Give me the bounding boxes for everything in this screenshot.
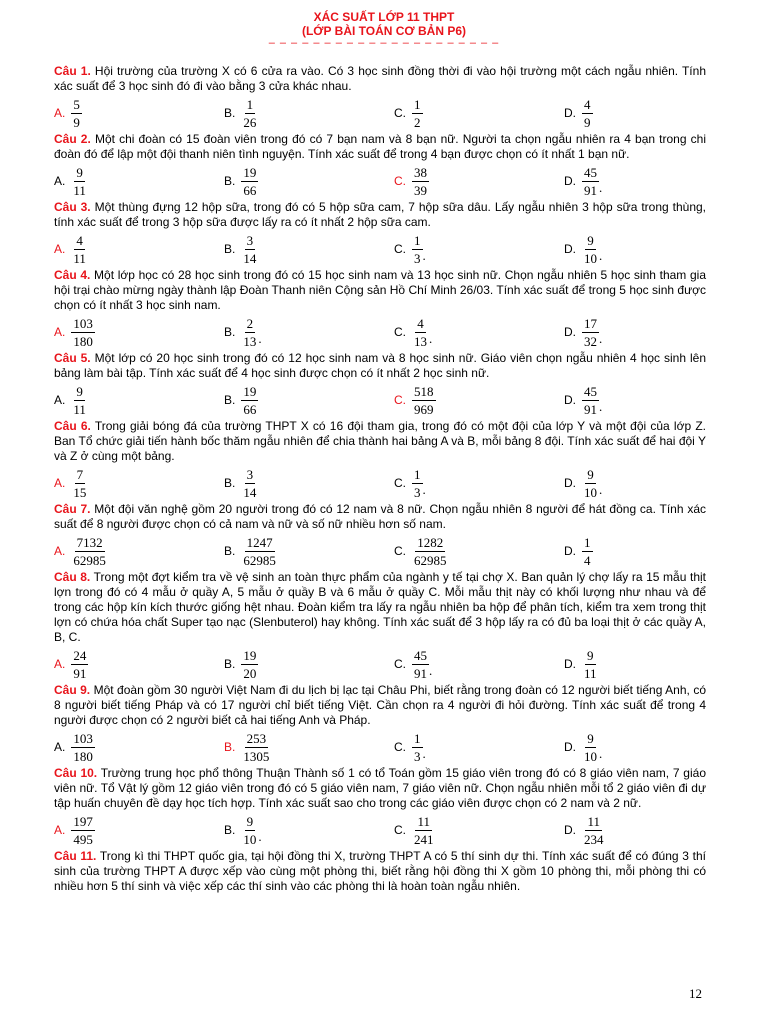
question-11 xyxy=(54,849,706,894)
option-label: D. xyxy=(564,544,576,558)
option-label: C. xyxy=(394,174,406,188)
document-title: XÁC SUẤT LỚP 11 THPT xyxy=(313,10,455,24)
fraction xyxy=(71,165,88,198)
fraction-numerator: 4 xyxy=(417,315,424,331)
answer-option xyxy=(394,162,429,200)
fraction-numerator: 9 xyxy=(76,164,83,180)
question-text: Một lớp có 20 học sinh trong đó có 12 học sinh nam và 8 học sinh nữ. Giáo viên chọn ngẫu nhiên 4 học sinh lên bảng làm bài tập. Tính xác suất để 4 học sinh được chọn có ít nhất 2 học sinh nữ. xyxy=(54,351,707,380)
answer-option xyxy=(54,811,95,849)
question-2 xyxy=(54,132,706,162)
answer-option xyxy=(564,313,602,351)
fraction-denominator: 13 xyxy=(414,333,427,349)
answer-option xyxy=(224,728,271,766)
option-label: C. xyxy=(394,476,406,490)
fraction-denominator: 62985 xyxy=(414,552,447,568)
fraction-numerator: 19 xyxy=(243,647,257,663)
fraction-denominator: 4 xyxy=(584,552,591,568)
fraction xyxy=(71,731,95,764)
option-label: A. xyxy=(54,393,66,407)
answer-option xyxy=(224,94,258,132)
option-label: A. xyxy=(54,174,66,188)
answer-option xyxy=(54,381,88,419)
option-label: C. xyxy=(394,242,406,256)
fraction-denominator: 2 xyxy=(414,114,421,130)
question-7 xyxy=(54,502,706,532)
answer-option xyxy=(564,464,602,502)
fraction-numerator: 1282 xyxy=(417,534,444,550)
fraction-denominator: 3 xyxy=(414,748,421,764)
question-text: Một thùng đựng 12 hộp sữa, trong đó có 5 hộp sữa cam, 7 hộp sữa dâu. Lấy ngẫu nhiên 3 hộp sữa trong thùng, tính xác suất để trong 3 hộp sữa được lấy ra có ít nhất 2 hộp sữa cam. xyxy=(54,200,707,229)
question-6 xyxy=(54,419,706,464)
fraction xyxy=(412,814,436,847)
fraction xyxy=(582,731,599,764)
fraction xyxy=(241,648,258,681)
fraction-numerator: 19 xyxy=(243,164,257,180)
question-10 xyxy=(54,766,706,811)
fraction-denominator: 180 xyxy=(73,333,93,349)
fraction xyxy=(241,731,271,764)
fraction-numerator: 38 xyxy=(414,164,427,180)
option-label: D. xyxy=(564,325,576,339)
option-trailing-period: . xyxy=(599,248,603,263)
option-label: B. xyxy=(224,106,236,120)
option-trailing-period: . xyxy=(422,482,426,497)
question-number: Câu 10. xyxy=(54,766,98,780)
question-text: Một chi đoàn có 15 đoàn viên trong đó có 7 bạn nam và 8 bạn nữ. Người ta chọn ngẫu nhiên ra 4 bạn trong chi đoàn đó để lập một đội thanh niên tình nguyện. Tính xác suất để trong 4 bạn được chọn có ít nhất 1 bạn nữ. xyxy=(54,132,706,161)
fraction-numerator: 7132 xyxy=(76,534,103,550)
fraction-numerator: 3 xyxy=(246,466,254,482)
answer-option xyxy=(394,645,432,683)
fraction xyxy=(71,535,108,568)
answer-option xyxy=(564,162,602,200)
answer-option xyxy=(54,230,88,268)
option-label: D. xyxy=(564,174,576,188)
question-number: Câu 9. xyxy=(54,683,91,697)
fraction-numerator: 518 xyxy=(414,383,434,399)
fraction xyxy=(582,384,599,417)
option-label: B. xyxy=(224,476,236,490)
fraction-denominator: 14 xyxy=(243,484,257,500)
fraction xyxy=(582,648,599,681)
option-trailing-period: . xyxy=(258,331,262,346)
fraction-numerator: 7 xyxy=(76,466,84,482)
answer-option xyxy=(224,381,258,419)
page-header xyxy=(0,10,768,48)
option-label: B. xyxy=(224,393,236,407)
question-text: Trong giải bóng đá của trường THPT X có 16 đội tham gia, trong đó có một đội của lớp Y và một đội của lớp Z. Ban Tổ chức giải tiến hành bốc thăm ngẫu nhiên để chia thành hai bảng A và B, mỗi bảng 8 đội. Tính xác suất để hai đội Y và Z ở cùng một bảng. xyxy=(54,419,707,463)
question-number: Câu 1. xyxy=(54,64,91,78)
fraction xyxy=(582,814,606,847)
fraction-denominator: 39 xyxy=(414,182,427,198)
answer-option xyxy=(394,381,436,419)
question-4 xyxy=(54,268,706,313)
fraction-numerator: 4 xyxy=(584,96,591,112)
option-label: B. xyxy=(224,174,236,188)
fraction-denominator: 91 xyxy=(584,401,597,417)
fraction-denominator: 11 xyxy=(584,665,597,681)
fraction-numerator: 45 xyxy=(584,164,597,180)
fraction-denominator: 1305 xyxy=(243,748,270,764)
fraction xyxy=(241,535,278,568)
option-label: A. xyxy=(54,544,66,558)
fraction xyxy=(241,384,258,417)
option-label: D. xyxy=(564,106,576,120)
answer-option xyxy=(224,532,278,570)
answer-option xyxy=(224,313,262,351)
fraction-numerator: 11 xyxy=(417,813,431,829)
fraction xyxy=(71,384,88,417)
fraction-numerator: 9 xyxy=(76,383,83,399)
answer-option xyxy=(54,464,88,502)
fraction-denominator: 9 xyxy=(73,114,80,130)
fraction xyxy=(241,97,258,130)
option-label: B. xyxy=(224,657,236,671)
option-label: B. xyxy=(224,544,236,558)
answer-option xyxy=(394,728,426,766)
question-number: Câu 8. xyxy=(54,570,91,584)
question-text: Hội trường của trường X có 6 cửa ra vào. Có 3 học sinh đồng thời đi vào hội trường một cách ngẫu nhiên. Tính xác suất để 3 học sinh đó đi vào bằng 3 cửa khác nhau. xyxy=(54,64,706,93)
answer-option xyxy=(224,464,258,502)
fraction-numerator: 9 xyxy=(587,466,594,482)
fraction-numerator: 45 xyxy=(414,647,427,663)
question-text: Trường trung học phổ thông Thuận Thành số 1 có tổ Toán gồm 15 giáo viên trong đó có 8 giáo viên nam, 7 giáo viên nữ. Tổ Vật lý gồm 12 giáo viên trong đó có 5 giáo viên nam, 7 giáo viên nữ. Chọn ngẫu nhiên mỗi tổ 2 giáo viên đi dự tập huấn chuyên đề dạy học tích hợp. Tính xác suất sao cho trong các giáo viên được chọn có 2 nam và 2 nữ. xyxy=(54,766,706,810)
fraction-denominator: 241 xyxy=(414,831,434,847)
question-number: Câu 3. xyxy=(54,200,91,214)
answer-options xyxy=(54,94,706,132)
answer-option xyxy=(564,645,599,683)
option-trailing-period: . xyxy=(422,248,426,263)
option-label: A. xyxy=(54,740,66,754)
fraction-denominator: 11 xyxy=(73,250,86,266)
fraction xyxy=(241,165,258,198)
fraction-numerator: 1 xyxy=(246,96,254,112)
fraction xyxy=(71,467,88,500)
answer-option xyxy=(394,532,449,570)
fraction xyxy=(241,233,258,266)
fraction-denominator: 13 xyxy=(243,333,257,349)
fraction-denominator: 14 xyxy=(243,250,257,266)
fraction-numerator: 103 xyxy=(73,730,93,746)
fraction xyxy=(582,165,599,198)
option-label: D. xyxy=(564,823,576,837)
answer-option xyxy=(394,94,423,132)
fraction-numerator: 4 xyxy=(76,232,83,248)
fraction-numerator: 19 xyxy=(243,383,257,399)
question-number: Câu 4. xyxy=(54,268,91,282)
answer-option xyxy=(54,94,82,132)
fraction-numerator: 197 xyxy=(73,813,93,829)
document-subtitle: (LỚP BÀI TOÁN CƠ BẢN P6) xyxy=(301,24,467,38)
option-label: D. xyxy=(564,242,576,256)
option-trailing-period: . xyxy=(599,180,603,195)
question-8 xyxy=(54,570,706,645)
answer-option xyxy=(564,532,593,570)
fraction-denominator: 91 xyxy=(584,182,597,198)
fraction-denominator: 180 xyxy=(73,748,93,764)
answer-option xyxy=(564,728,602,766)
option-label: B. xyxy=(224,823,236,837)
fraction-denominator: 9 xyxy=(584,114,591,130)
fraction-denominator: 62985 xyxy=(243,552,276,568)
option-label: C. xyxy=(394,544,406,558)
answer-options xyxy=(54,230,706,268)
option-label: D. xyxy=(564,740,576,754)
fraction-numerator: 1 xyxy=(414,232,421,248)
question-number: Câu 6. xyxy=(54,419,91,433)
answer-options xyxy=(54,464,706,502)
option-label: C. xyxy=(394,823,406,837)
fraction-numerator: 253 xyxy=(246,730,267,746)
option-label: C. xyxy=(394,740,406,754)
question-number: Câu 2. xyxy=(54,132,91,146)
fraction xyxy=(582,233,599,266)
fraction xyxy=(412,467,423,500)
fraction-numerator: 24 xyxy=(73,647,87,663)
answer-option xyxy=(564,381,602,419)
fraction xyxy=(71,814,95,847)
fraction-numerator: 17 xyxy=(584,315,597,331)
answer-option xyxy=(564,230,602,268)
fraction-numerator: 1 xyxy=(584,534,591,550)
fraction-denominator: 91 xyxy=(414,665,427,681)
question-text: Trong kì thi THPT quốc gia, tại hội đồng thi X, trường THPT A có 5 thí sinh dự thi. Tính xác suất để có đúng 3 thí sinh của trường THPT A được xếp vào cùng một phòng thi, biết rằng hội đồng thi X gồm 10 phòng thi, mỗi phòng thi có nhiều hơn 5 thí sinh và việc xếp các thí sinh vào các phòng thi là hoàn toàn ngẫu nhiên. xyxy=(54,849,706,893)
answer-options xyxy=(54,381,706,419)
question-text: Trong một đợt kiểm tra về vệ sinh an toàn thực phẩm của ngành y tế tại chợ X. Ban quản lý chợ lấy ra 15 mẫu thịt lợn trong đó có 4 mẫu ở quầy A, 5 mẫu ở quầy B và 6 mẫu ở quầy C. Mỗi mẫu thịt này có khối lượng như nhau và để trong các hộp kín kích thước giống hệt nhau. Đoàn kiểm tra lấy ra ngẫu nhiên ba hộp để phân tích, kiểm tra xem trong thịt lợn có chứa hóa chất Super tạo nạc (Slenbuterol) hay không. Tính xác suất để 3 hộp lấy ra có đủ ba loại thịt ở các quầy A, B, C. xyxy=(54,570,706,644)
question-5 xyxy=(54,351,706,381)
answer-option xyxy=(54,532,108,570)
question-1 xyxy=(54,64,706,94)
fraction xyxy=(241,316,258,349)
fraction xyxy=(412,648,429,681)
fraction-denominator: 495 xyxy=(73,831,93,847)
question-number: Câu 7. xyxy=(54,502,91,516)
answer-option xyxy=(224,645,258,683)
question-text: Một lớp học có 28 học sinh trong đó có 15 học sinh nam và 13 học sinh nữ. Chọn ngẫu nhiên 5 học sinh tham gia hội trại chào mừng ngày thành lập Đoàn Thanh niên Cộng sản Hồ Chí Minh 26/03. Tính xác suất để trong 5 học sinh được chọn có ít nhất 3 học sinh nam. xyxy=(54,268,706,312)
option-trailing-period: . xyxy=(599,399,603,414)
fraction-numerator: 3 xyxy=(246,232,254,248)
option-trailing-period: . xyxy=(429,331,433,346)
fraction xyxy=(241,467,258,500)
answer-option xyxy=(224,230,258,268)
answer-options xyxy=(54,645,706,683)
option-label: C. xyxy=(394,325,406,339)
fraction-numerator: 9 xyxy=(587,232,594,248)
title-divider: – – – – – – – – – – – – – – – – – – – – – xyxy=(268,37,500,49)
option-label: C. xyxy=(394,106,406,120)
fraction xyxy=(71,648,88,681)
option-label: C. xyxy=(394,393,406,407)
fraction-numerator: 2 xyxy=(246,315,254,331)
fraction xyxy=(71,316,95,349)
fraction xyxy=(412,384,436,417)
answer-option xyxy=(224,162,258,200)
fraction-denominator: 26 xyxy=(243,114,257,130)
answer-option xyxy=(54,645,88,683)
answer-option xyxy=(224,811,262,849)
fraction-denominator: 969 xyxy=(414,401,434,417)
answer-option xyxy=(394,464,426,502)
option-trailing-period: . xyxy=(422,746,426,761)
fraction-denominator: 66 xyxy=(243,182,257,198)
fraction xyxy=(582,316,599,349)
fraction-denominator: 91 xyxy=(73,665,87,681)
fraction-denominator: 10 xyxy=(584,484,597,500)
option-label: B. xyxy=(224,740,236,754)
option-trailing-period: . xyxy=(599,482,603,497)
answer-option xyxy=(564,94,593,132)
fraction-denominator: 32 xyxy=(584,333,597,349)
question-number: Câu 5. xyxy=(54,351,91,365)
fraction-denominator: 10 xyxy=(243,831,257,847)
fraction-numerator: 9 xyxy=(246,813,254,829)
option-trailing-period: . xyxy=(429,663,433,678)
fraction-numerator: 9 xyxy=(587,647,594,663)
fraction-denominator: 20 xyxy=(243,665,257,681)
fraction-denominator: 62985 xyxy=(73,552,106,568)
option-label: B. xyxy=(224,242,236,256)
question-list xyxy=(54,64,706,894)
fraction xyxy=(241,814,258,847)
fraction xyxy=(412,316,429,349)
answer-option xyxy=(54,313,95,351)
answer-options xyxy=(54,811,706,849)
answer-option xyxy=(564,811,606,849)
fraction-numerator: 1 xyxy=(414,466,421,482)
fraction xyxy=(412,535,449,568)
fraction-denominator: 15 xyxy=(73,484,87,500)
option-label: D. xyxy=(564,476,576,490)
option-label: A. xyxy=(54,242,66,256)
fraction-denominator: 3 xyxy=(414,250,421,266)
option-label: C. xyxy=(394,657,406,671)
fraction-denominator: 10 xyxy=(584,250,597,266)
page-number: 12 xyxy=(689,986,702,1001)
option-label: A. xyxy=(54,823,66,837)
question-number: Câu 11. xyxy=(54,849,97,863)
question-3 xyxy=(54,200,706,230)
fraction xyxy=(412,731,423,764)
question-text: Một đội văn nghệ gồm 20 người trong đó có 12 nam và 8 nữ. Chọn ngẫu nhiên 8 người để hát đồng ca. Tính xác suất để 8 người được chọn có cả nam và nữ và số nữ nhiều hơn số nam. xyxy=(54,502,706,531)
fraction-denominator: 66 xyxy=(243,401,257,417)
answer-option xyxy=(394,230,426,268)
option-trailing-period: . xyxy=(599,746,603,761)
fraction-denominator: 10 xyxy=(584,748,597,764)
fraction xyxy=(582,97,593,130)
fraction-numerator: 1247 xyxy=(246,534,273,550)
question-9 xyxy=(54,683,706,728)
option-label: B. xyxy=(224,325,236,339)
answer-options xyxy=(54,728,706,766)
option-trailing-period: . xyxy=(599,331,603,346)
fraction-denominator: 11 xyxy=(73,401,86,417)
fraction xyxy=(412,233,423,266)
fraction xyxy=(412,165,429,198)
fraction-numerator: 9 xyxy=(587,730,594,746)
answer-option xyxy=(54,162,88,200)
fraction-numerator: 1 xyxy=(414,96,421,112)
option-label: A. xyxy=(54,476,66,490)
option-label: A. xyxy=(54,106,66,120)
fraction-numerator: 1 xyxy=(414,730,421,746)
option-label: D. xyxy=(564,657,576,671)
answer-option xyxy=(54,728,95,766)
fraction-numerator: 5 xyxy=(73,96,80,112)
fraction-numerator: 11 xyxy=(587,813,601,829)
fraction xyxy=(582,467,599,500)
answer-options xyxy=(54,162,706,200)
answer-options xyxy=(54,313,706,351)
fraction-numerator: 103 xyxy=(73,315,93,331)
fraction xyxy=(582,535,593,568)
fraction-numerator: 45 xyxy=(584,383,597,399)
answer-option xyxy=(394,313,432,351)
fraction-denominator: 3 xyxy=(414,484,421,500)
option-label: A. xyxy=(54,325,66,339)
fraction-denominator: 234 xyxy=(584,831,604,847)
option-label: D. xyxy=(564,393,576,407)
fraction xyxy=(71,233,88,266)
option-label: A. xyxy=(54,657,66,671)
fraction xyxy=(71,97,82,130)
answer-options xyxy=(54,532,706,570)
answer-option xyxy=(394,811,436,849)
question-text: Một đoàn gồm 30 người Việt Nam đi du lịch bị lạc tại Châu Phi, biết rằng trong đoàn có 12 người biết tiếng Anh, có 8 người biết tiếng Pháp và có 17 người chỉ biết tiếng Việt. Cần chọn ra 4 người đi hỏi đường. Tính xác suất để trong 4 người được chọn có 2 người biết cả hai tiếng Anh và Pháp. xyxy=(54,683,706,727)
fraction xyxy=(412,97,423,130)
option-trailing-period: . xyxy=(258,829,262,844)
fraction-denominator: 11 xyxy=(73,182,86,198)
